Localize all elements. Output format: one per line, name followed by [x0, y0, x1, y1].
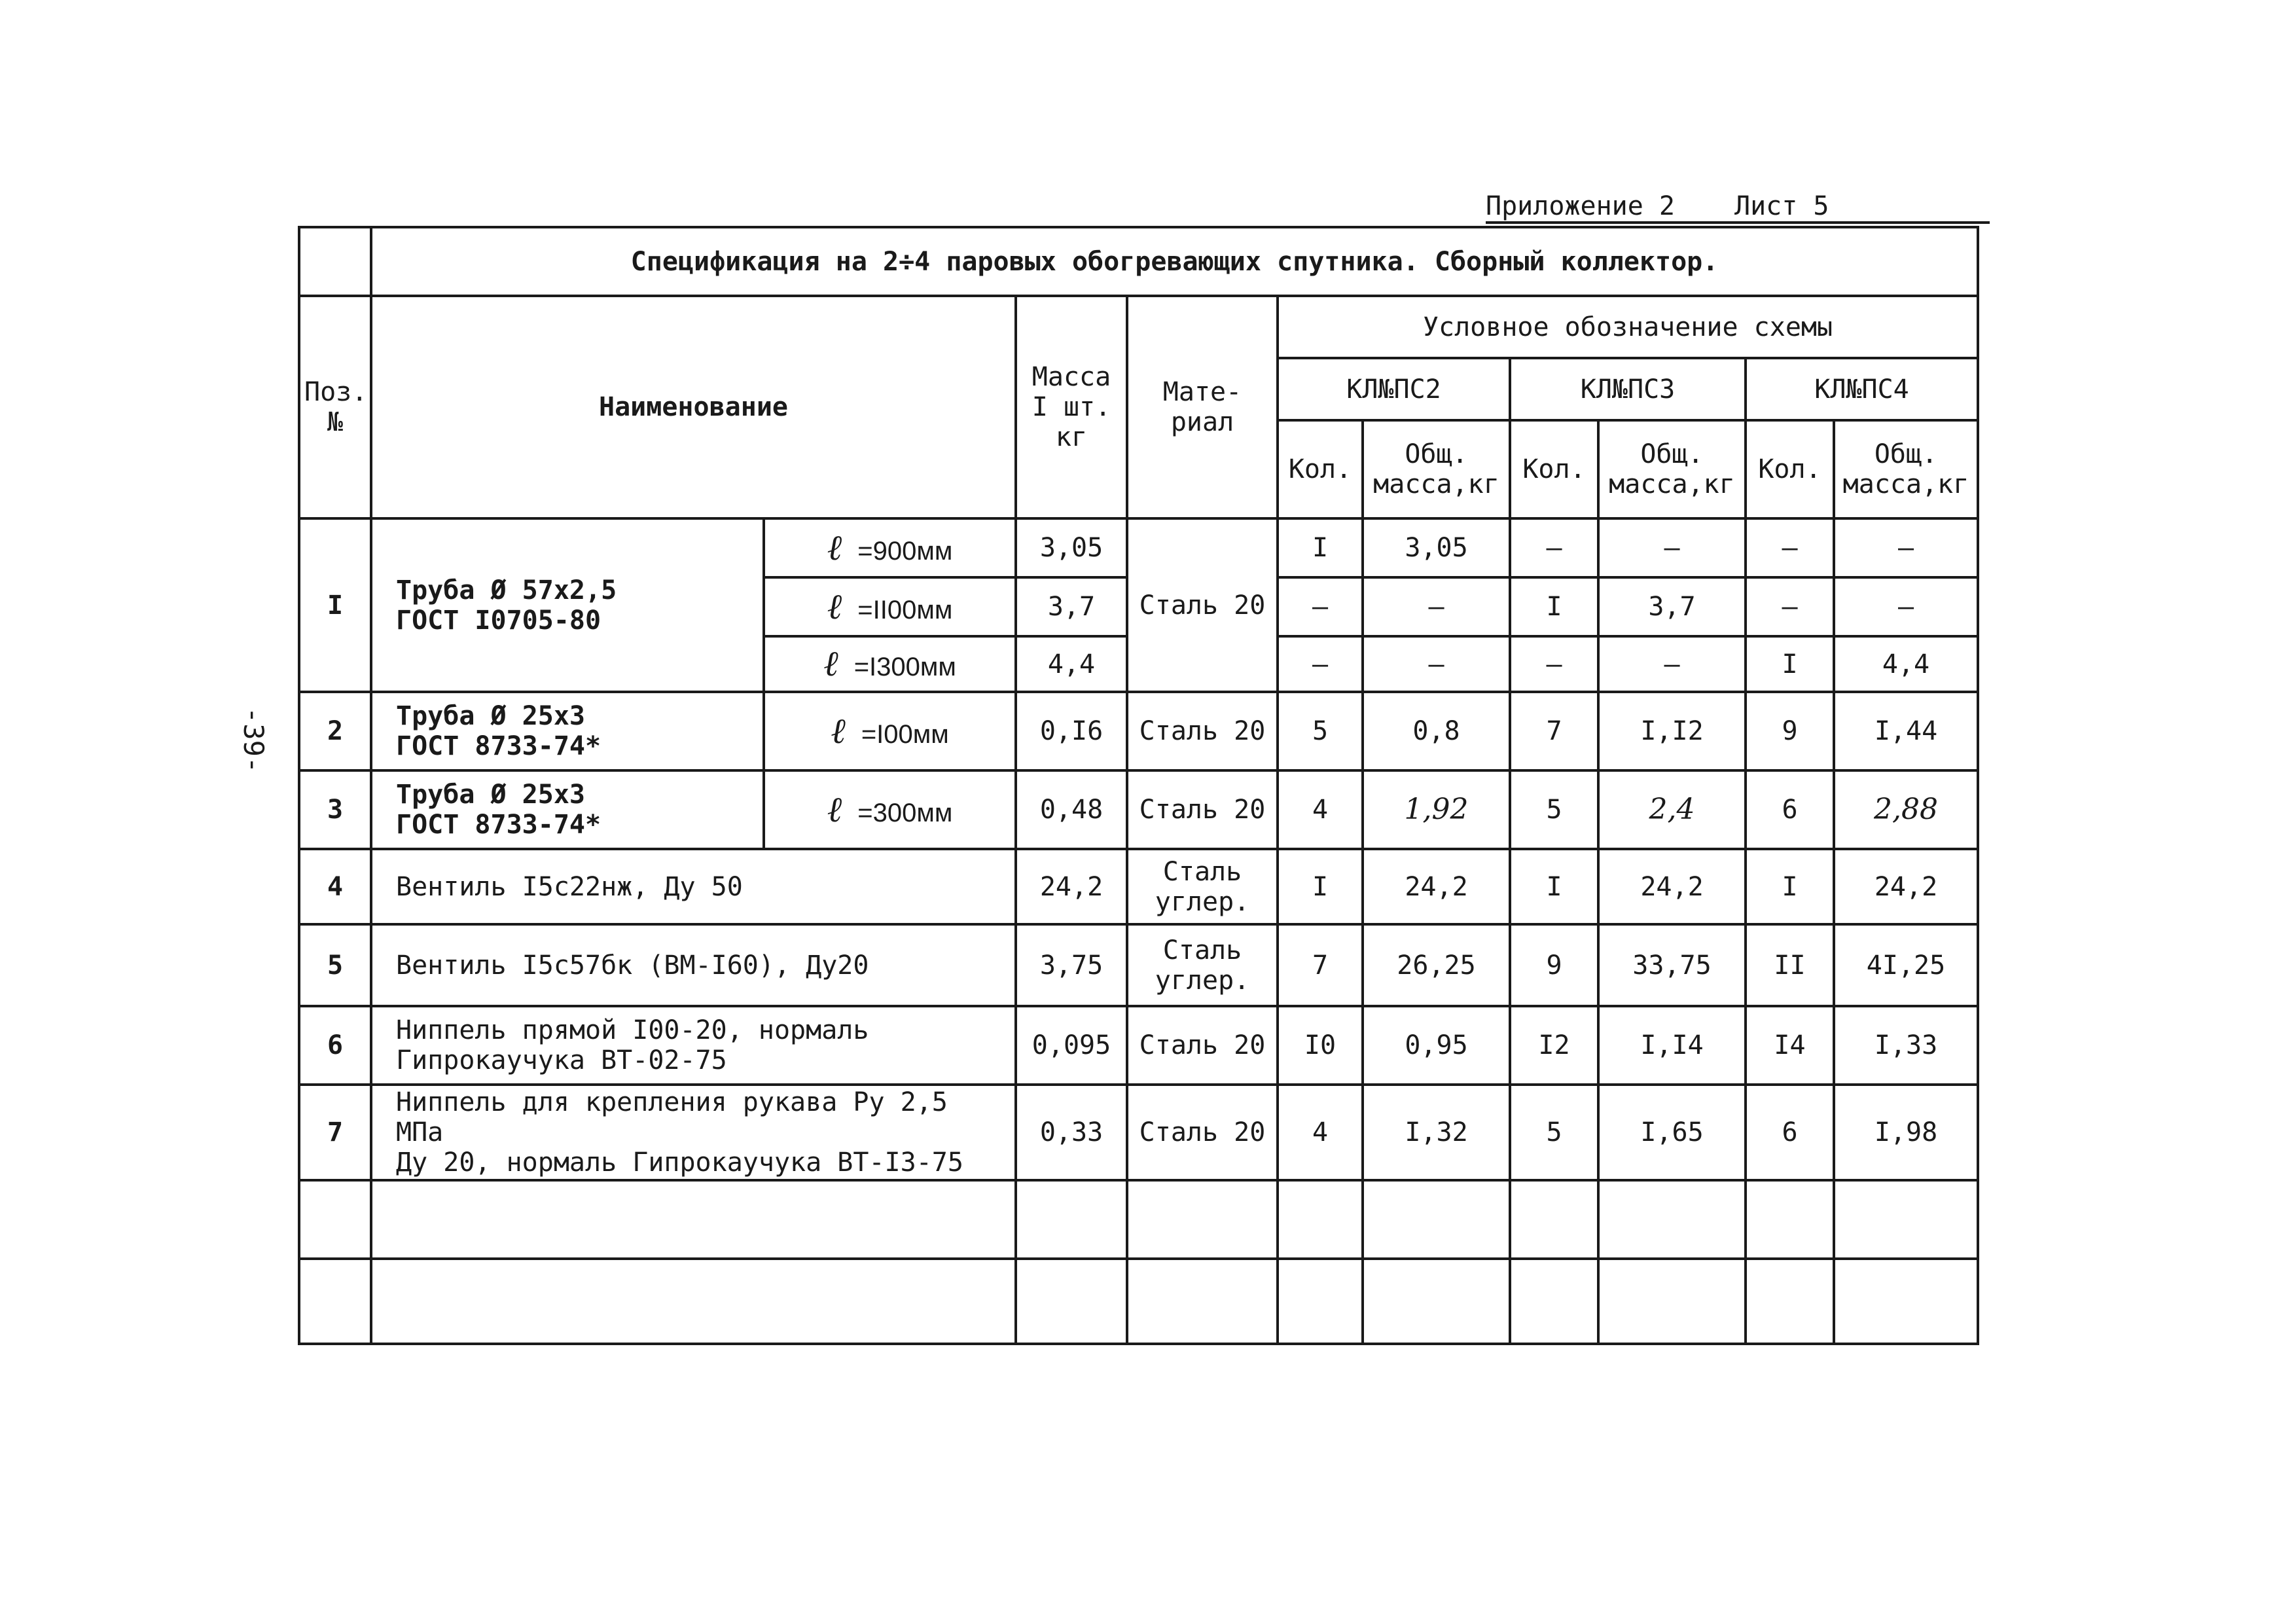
- total-cell: I,98: [1834, 1085, 1978, 1180]
- total-cell: 0,95: [1363, 1006, 1510, 1085]
- pos-cell: 6: [299, 1006, 371, 1085]
- name-cell: Ниппель для крепления рукава Ру 2,5 МПа Ду 20, нормаль Гипрокаучука ВТ-I3-75: [371, 1085, 1016, 1180]
- total-mass-header: Общ. масса,кг: [1834, 420, 1978, 518]
- qty-cell: I2: [1510, 1006, 1598, 1085]
- total-cell: 24,2: [1598, 849, 1746, 924]
- total-cell: I,32: [1363, 1085, 1510, 1180]
- qty-cell: I: [1510, 577, 1598, 636]
- length-cell: ℓ =300мм: [764, 770, 1016, 849]
- pos-cell: I: [299, 518, 371, 692]
- mass-cell: 0,33: [1016, 1085, 1127, 1180]
- length-cell: ℓ =I300мм: [764, 636, 1016, 692]
- table-title: Спецификация на 2÷4 паровых обогревающих спутника. Сборный коллектор.: [371, 227, 1978, 296]
- name-cell: Вентиль I5с22нж, Ду 50: [371, 849, 1016, 924]
- name-cell: Вентиль I5с57бк (ВМ-I60), Ду20: [371, 924, 1016, 1006]
- qty-cell: I4: [1746, 1006, 1834, 1085]
- mass-cell: 3,7: [1016, 577, 1127, 636]
- total-cell: –: [1834, 577, 1978, 636]
- qty-cell: I: [1746, 849, 1834, 924]
- qty-cell: –: [1278, 636, 1363, 692]
- table-row: [299, 1085, 1978, 1180]
- total-cell: 24,2: [1363, 849, 1510, 924]
- appendix-label: Приложение 2: [1486, 191, 1675, 221]
- total-cell: 24,2: [1834, 849, 1978, 924]
- length-cell: ℓ =I00мм: [764, 692, 1016, 770]
- table-row: [299, 692, 1978, 770]
- total-cell: 26,25: [1363, 924, 1510, 1006]
- name-cell: Труба Ø 25х3 ГОСТ 8733-74*: [371, 692, 764, 770]
- name-cell: Труба Ø 57х2,5 ГОСТ I0705-80: [371, 518, 764, 692]
- total-cell: 3,7: [1598, 577, 1746, 636]
- mass-cell: 3,75: [1016, 924, 1127, 1006]
- scheme-1-header: КЛ№ПС2: [1278, 358, 1510, 420]
- material-header: Мате- риал: [1127, 296, 1278, 518]
- corner-cell: [299, 227, 371, 296]
- qty-cell: 6: [1746, 770, 1834, 849]
- specification-table: [298, 226, 1979, 1345]
- mass-cell: 0,48: [1016, 770, 1127, 849]
- page-number: -39-: [238, 707, 270, 774]
- qty-cell: 7: [1510, 692, 1598, 770]
- material-cell: Сталь 20: [1127, 518, 1278, 692]
- qty-cell: 7: [1278, 924, 1363, 1006]
- qty-cell: 9: [1510, 924, 1598, 1006]
- total-cell: –: [1363, 577, 1510, 636]
- length-cell: ℓ =900мм: [764, 518, 1016, 577]
- pos-cell: 5: [299, 924, 371, 1006]
- mass-cell: 3,05: [1016, 518, 1127, 577]
- mass-cell: 0,095: [1016, 1006, 1127, 1085]
- pos-header: Поз. №: [299, 296, 371, 518]
- qty-cell: II: [1746, 924, 1834, 1006]
- total-cell: 4,4: [1834, 636, 1978, 692]
- qty-header: Кол.: [1510, 420, 1598, 518]
- total-cell: 3,05: [1363, 518, 1510, 577]
- empty-row: [299, 1259, 1978, 1344]
- table-row: [299, 849, 1978, 924]
- total-cell: –: [1363, 636, 1510, 692]
- sheet-label: Лист 5: [1734, 191, 1829, 221]
- qty-header: Кол.: [1278, 420, 1363, 518]
- qty-cell: –: [1746, 577, 1834, 636]
- material-cell: Сталь углер.: [1127, 924, 1278, 1006]
- total-cell: 0,8: [1363, 692, 1510, 770]
- qty-cell: 4: [1278, 770, 1363, 849]
- scheme-header: Условное обозначение схемы: [1278, 296, 1978, 358]
- table-row: [299, 1006, 1978, 1085]
- qty-cell: I: [1278, 518, 1363, 577]
- total-cell: 33,75: [1598, 924, 1746, 1006]
- total-cell: I,I4: [1598, 1006, 1746, 1085]
- qty-cell: 6: [1746, 1085, 1834, 1180]
- material-cell: Сталь 20: [1127, 770, 1278, 849]
- total-cell: 4I,25: [1834, 924, 1978, 1006]
- qty-cell: 9: [1746, 692, 1834, 770]
- total-cell: I,33: [1834, 1006, 1978, 1085]
- pos-cell: 3: [299, 770, 371, 849]
- mass-cell: 24,2: [1016, 849, 1127, 924]
- qty-header: Кол.: [1746, 420, 1834, 518]
- qty-cell: –: [1278, 577, 1363, 636]
- mass-header: Масса I шт. кг: [1016, 296, 1127, 518]
- name-header: Наименование: [371, 296, 1016, 518]
- total-cell: 2,88: [1834, 770, 1978, 849]
- qty-cell: –: [1510, 518, 1598, 577]
- qty-cell: 4: [1278, 1085, 1363, 1180]
- scheme-2-header: КЛ№ПС3: [1510, 358, 1746, 420]
- qty-cell: I: [1510, 849, 1598, 924]
- mass-cell: 0,I6: [1016, 692, 1127, 770]
- qty-cell: –: [1510, 636, 1598, 692]
- total-cell: 2,4: [1598, 770, 1746, 849]
- header-rule: [1486, 221, 1990, 224]
- material-cell: Сталь углер.: [1127, 849, 1278, 924]
- total-cell: –: [1834, 518, 1978, 577]
- material-cell: Сталь 20: [1127, 692, 1278, 770]
- qty-cell: 5: [1510, 770, 1598, 849]
- name-cell: Труба Ø 25х3 ГОСТ 8733-74*: [371, 770, 764, 849]
- total-cell: I,65: [1598, 1085, 1746, 1180]
- table-row: [299, 924, 1978, 1006]
- qty-cell: 5: [1510, 1085, 1598, 1180]
- material-cell: Сталь 20: [1127, 1006, 1278, 1085]
- qty-cell: I: [1278, 849, 1363, 924]
- empty-row: [299, 1180, 1978, 1259]
- total-cell: –: [1598, 636, 1746, 692]
- qty-cell: –: [1746, 518, 1834, 577]
- total-cell: I,I2: [1598, 692, 1746, 770]
- total-mass-header: Общ. масса,кг: [1363, 420, 1510, 518]
- pos-cell: 4: [299, 849, 371, 924]
- table-row: [299, 770, 1978, 849]
- length-cell: ℓ =II00мм: [764, 577, 1016, 636]
- material-cell: Сталь 20: [1127, 1085, 1278, 1180]
- scheme-3-header: КЛ№ПС4: [1746, 358, 1978, 420]
- name-cell: Ниппель прямой I00-20, нормаль Гипрокаучука ВТ-02-75: [371, 1006, 1016, 1085]
- table-row: [299, 518, 1978, 577]
- total-mass-header: Общ. масса,кг: [1598, 420, 1746, 518]
- qty-cell: I: [1746, 636, 1834, 692]
- total-cell: –: [1598, 518, 1746, 577]
- qty-cell: 5: [1278, 692, 1363, 770]
- mass-cell: 4,4: [1016, 636, 1127, 692]
- pos-cell: 7: [299, 1085, 371, 1180]
- total-cell: 1,92: [1363, 770, 1510, 849]
- total-cell: I,44: [1834, 692, 1978, 770]
- pos-cell: 2: [299, 692, 371, 770]
- qty-cell: I0: [1278, 1006, 1363, 1085]
